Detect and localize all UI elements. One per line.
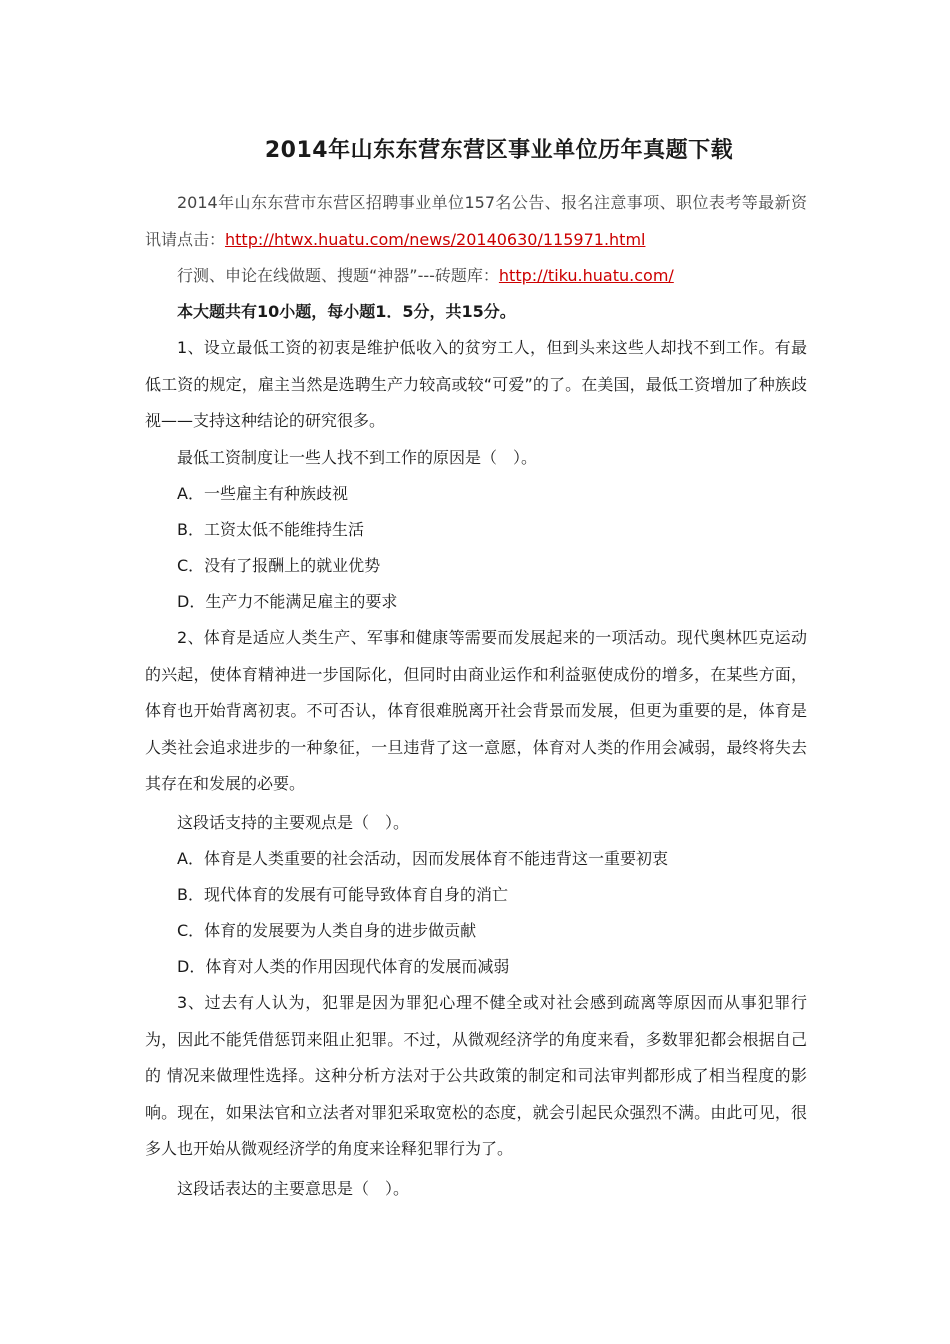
question-1-option-d: D．生产力不能满足雇主的要求 (177, 592, 398, 611)
question-1-option-a: A．一些雇主有种族歧视 (177, 484, 348, 503)
section-header: 本大题共有10小题，每小题1．5分，共15分。 (177, 302, 516, 321)
tiku-line (177, 266, 674, 286)
page-title: 2014年山东东营东营区事业单位历年真题下载 (264, 138, 734, 163)
tiku-text: 行测、申论在线做题、搜题“神器”---砖题库： (177, 266, 499, 285)
question-2-option-b: B．现代体育的发展有可能导致体育自身的消亡 (177, 885, 508, 904)
question-2-stem: 2、体育是适应人类生产、军事和健康等需要而发展起来的一项活动。现代奥林匹克运动的兴起，使体育精神进一步国际化，但同时由商业运作和利益驱使成份的增多，在某些方面，体育也开始背离初衷。不可否认，体育很难脱离开社会背景而发展，但更为重要的是，体育是人类社会追求进步的一种象征，一旦违背了这一意愿，体育对人类的作用会减弱，最终将失去其存在和发展的必要。 (145, 628, 807, 793)
news-link[interactable]: http://htwx.huatu.com/news/20140630/115971.html (225, 229, 646, 249)
question-1-prompt: 最低工资制度让一些人找不到工作的原因是（ ）。 (177, 448, 538, 467)
intro-text: 2014年山东东营市东营区招聘事业单位157名公告、报名注意事项、职位表考等最新资讯请点击： (145, 193, 807, 249)
question-2-prompt: 这段话支持的主要观点是（ ）。 (177, 813, 410, 832)
question-1-stem: 1、设立最低工资的初衷是维护低收入的贫穷工人，但到头来这些人却找不到工作。有最低工资的规定，雇主当然是选聘生产力较高或较“可爱”的了。在美国，最低工资增加了种族歧视——支持这种结论的研究很多。 (145, 338, 807, 430)
question-3-prompt: 这段话表达的主要意思是（ ）。 (177, 1179, 410, 1198)
tiku-link[interactable]: http://tiku.huatu.com/ (498, 266, 674, 285)
question-3-stem: 3、过去有人认为，犯罪是因为罪犯心理不健全或对社会感到疏离等原因而从事犯罪行为，因此不能凭借惩罚来阻止犯罪。不过，从微观经济学的角度来看，多数罪犯都会根据自己的 情况来做理性选择。这种分析方法对于公共政策的制定和司法审判都形成了相当程度的影响。现在，如果法官和立法者对罪犯采取宽松的态度，就会引起民众强烈不满。由此可见，很多人也开始从微观经济学的角度来诠释犯罪行为了。 (145, 993, 807, 1158)
intro-paragraph (145, 185, 807, 258)
question-1-option-b: B．工资太低不能维持生活 (177, 520, 364, 539)
question-2-option-a: A．体育是人类重要的社会活动，因而发展体育不能违背这一重要初衷 (177, 849, 668, 868)
question-2-option-c: C．体育的发展要为人类自身的进步做贡献 (177, 921, 477, 940)
question-2-option-d: D．体育对人类的作用因现代体育的发展而减弱 (177, 957, 510, 976)
question-1-option-c: C．没有了报酬上的就业优势 (177, 556, 381, 575)
